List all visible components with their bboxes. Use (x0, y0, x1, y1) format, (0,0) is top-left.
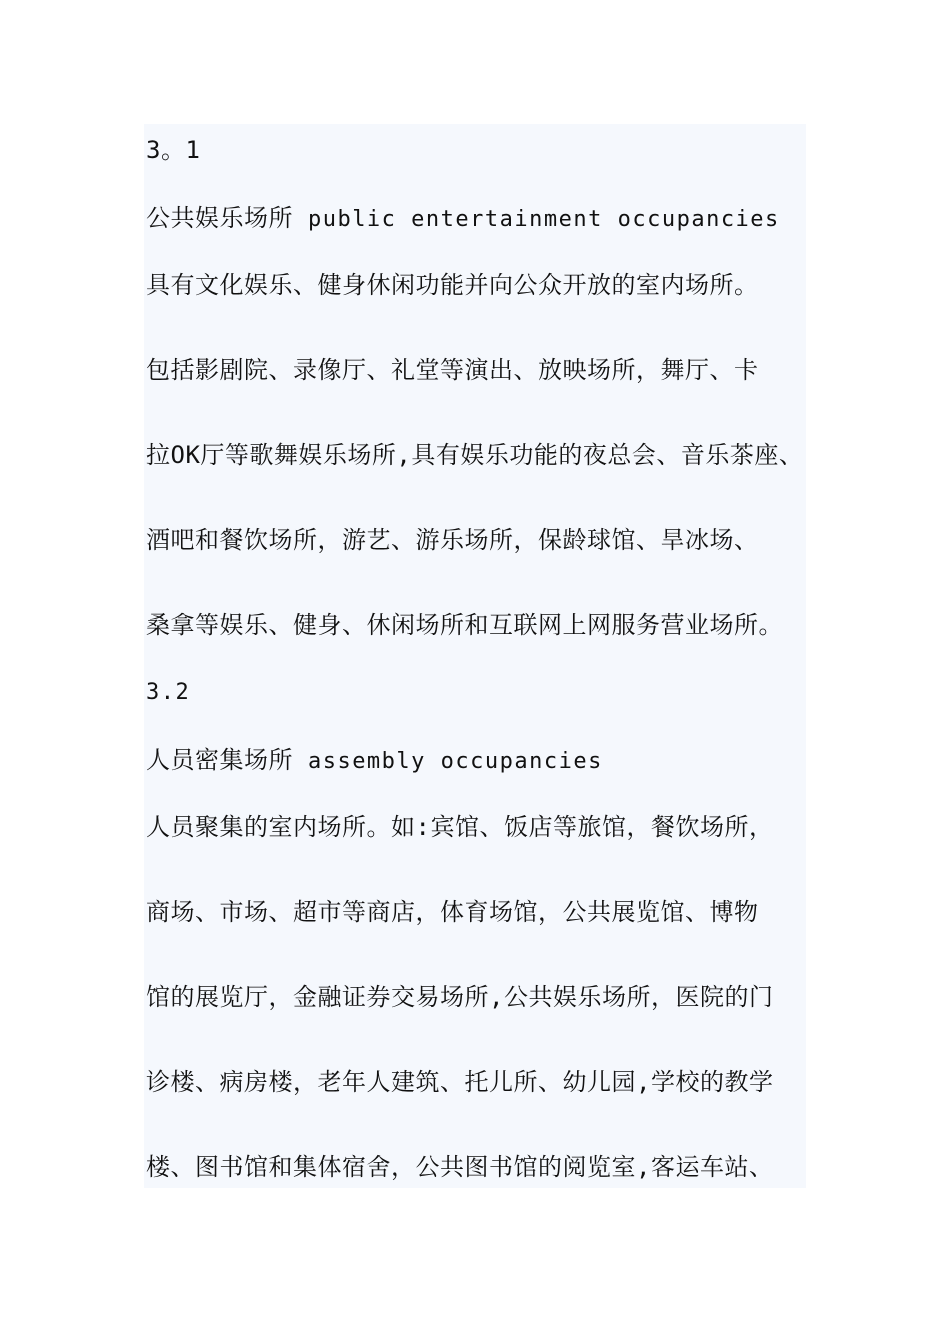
definition-line: 楼、图书馆和集体宿舍，公共图书馆的阅览室,客运车站、 (146, 1153, 774, 1181)
term-chinese: 人员密集场所 (146, 746, 293, 774)
definition-line: 商场、市场、超市等商店，体育场馆，公共展览馆、博物 (146, 898, 759, 926)
definition-line: 诊楼、病房楼，老年人建筑、托儿所、幼儿园,学校的教学 (146, 1068, 774, 1096)
term-chinese: 公共娱乐场所 (146, 204, 293, 232)
term-heading (146, 202, 780, 236)
section-number: 3.2 (146, 680, 191, 705)
definition-line: 拉OK厅等歌舞娱乐场所,具有娱乐功能的夜总会、音乐茶座、 (146, 441, 804, 469)
term-english: assembly occupancies (307, 749, 603, 774)
term-english: public entertainment occupancies (307, 207, 780, 232)
term-heading (146, 744, 603, 778)
definition-line: 桑拿等娱乐、健身、休闲场所和互联网上网服务营业场所。 (146, 611, 783, 639)
definition-line: 馆的展览厅，金融证券交易场所,公共娱乐场所，医院的门 (146, 983, 774, 1011)
definition-line: 包括影剧院、录像厅、礼堂等演出、放映场所，舞厅、卡 (146, 356, 759, 384)
definition-line: 酒吧和餐饮场所，游艺、游乐场所，保龄球馆、旱冰场、 (146, 526, 759, 554)
definition-line: 人员聚集的室内场所。如:宾馆、饭店等旅馆，餐饮场所， (146, 813, 774, 841)
section-number: 3。1 (146, 136, 201, 164)
definition-line: 具有文化娱乐、健身休闲功能并向公众开放的室内场所。 (146, 271, 759, 299)
